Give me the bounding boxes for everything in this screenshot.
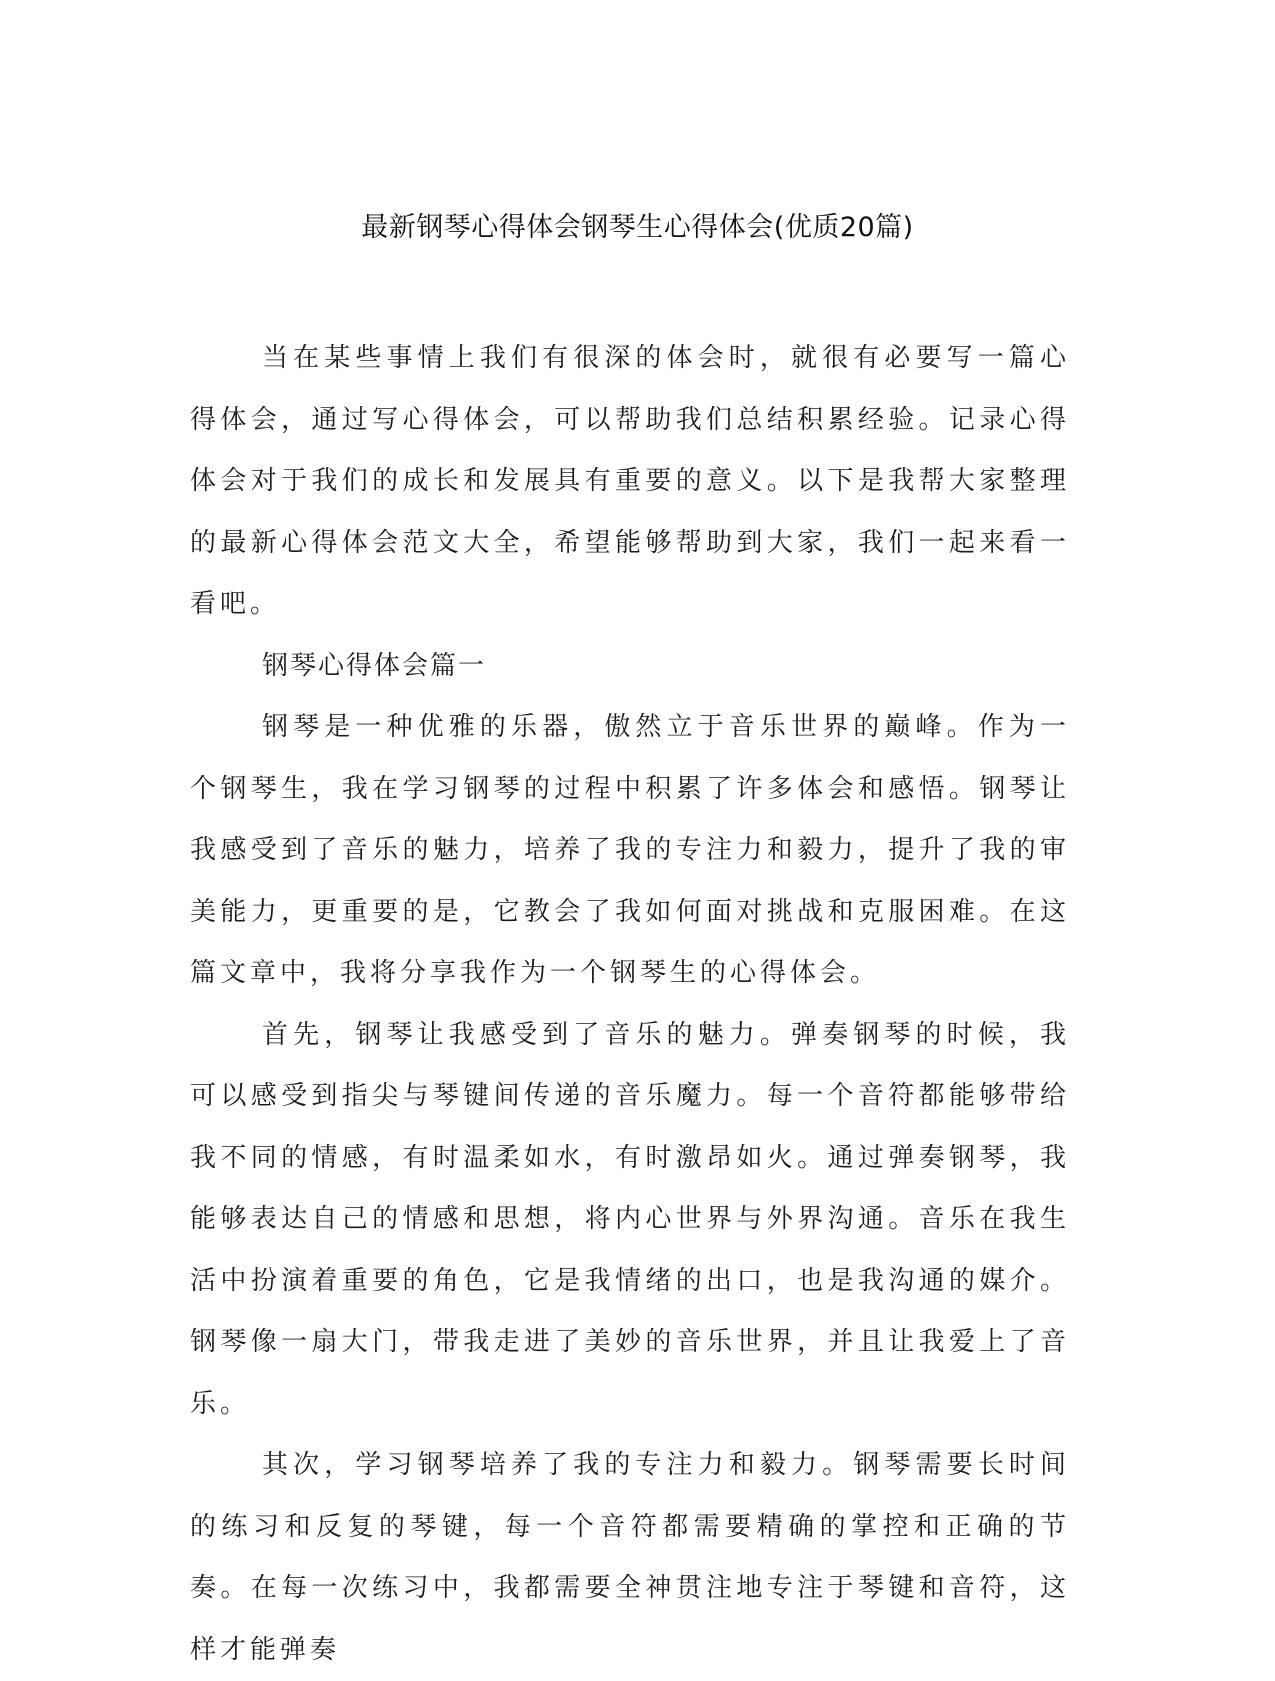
- intro-paragraph: 当在某些事情上我们有很深的体会时，就很有必要写一篇心得体会，通过写心得体会，可以帮助我们总结积累经验。记录心得体会对于我们的成长和发展具有重要的意义。以下是我帮大家整理的最新心得体会范文大全，希望能够帮助到大家，我们一起来看一看吧。: [190, 343, 1070, 619]
- body-paragraph: 钢琴是一种优雅的乐器，傲然立于音乐世界的巅峰。作为一个钢琴生，我在学习钢琴的过程中积累了许多体会和感悟。钢琴让我感受到了音乐的魅力，培养了我的专注力和毅力，提升了我的审美能力，更重要的是，它教会了我如何面对挑战和克服困难。在这篇文章中，我将分享我作为一个钢琴生的心得体会。: [190, 712, 1070, 988]
- body-paragraph: 其次，学习钢琴培养了我的专注力和毅力。钢琴需要长时间的练习和反复的琴键，每一个音符都需要精确的掌控和正确的节奏。在每一次练习中，我都需要全神贯注地专注于琴键和音符，这样才能弹奏: [190, 1450, 1070, 1665]
- document-title: 最新钢琴心得体会钢琴生心得体会(优质20篇): [361, 212, 914, 243]
- body-paragraph: 首先，钢琴让我感受到了音乐的魅力。弹奏钢琴的时候，我可以感受到指尖与琴键间传递的音乐魔力。每一个音符都能够带给我不同的情感，有时温柔如水，有时激昂如火。通过弹奏钢琴，我能够表达自己的情感和思想，将内心世界与外界沟通。音乐在我生活中扮演着重要的角色，它是我情绪的出口，也是我沟通的媒介。钢琴像一扇大门，带我走进了美妙的音乐世界，并且让我爱上了音乐。: [190, 1019, 1070, 1419]
- document-body: [190, 328, 1070, 1681]
- section-heading: 钢琴心得体会篇一: [262, 650, 487, 681]
